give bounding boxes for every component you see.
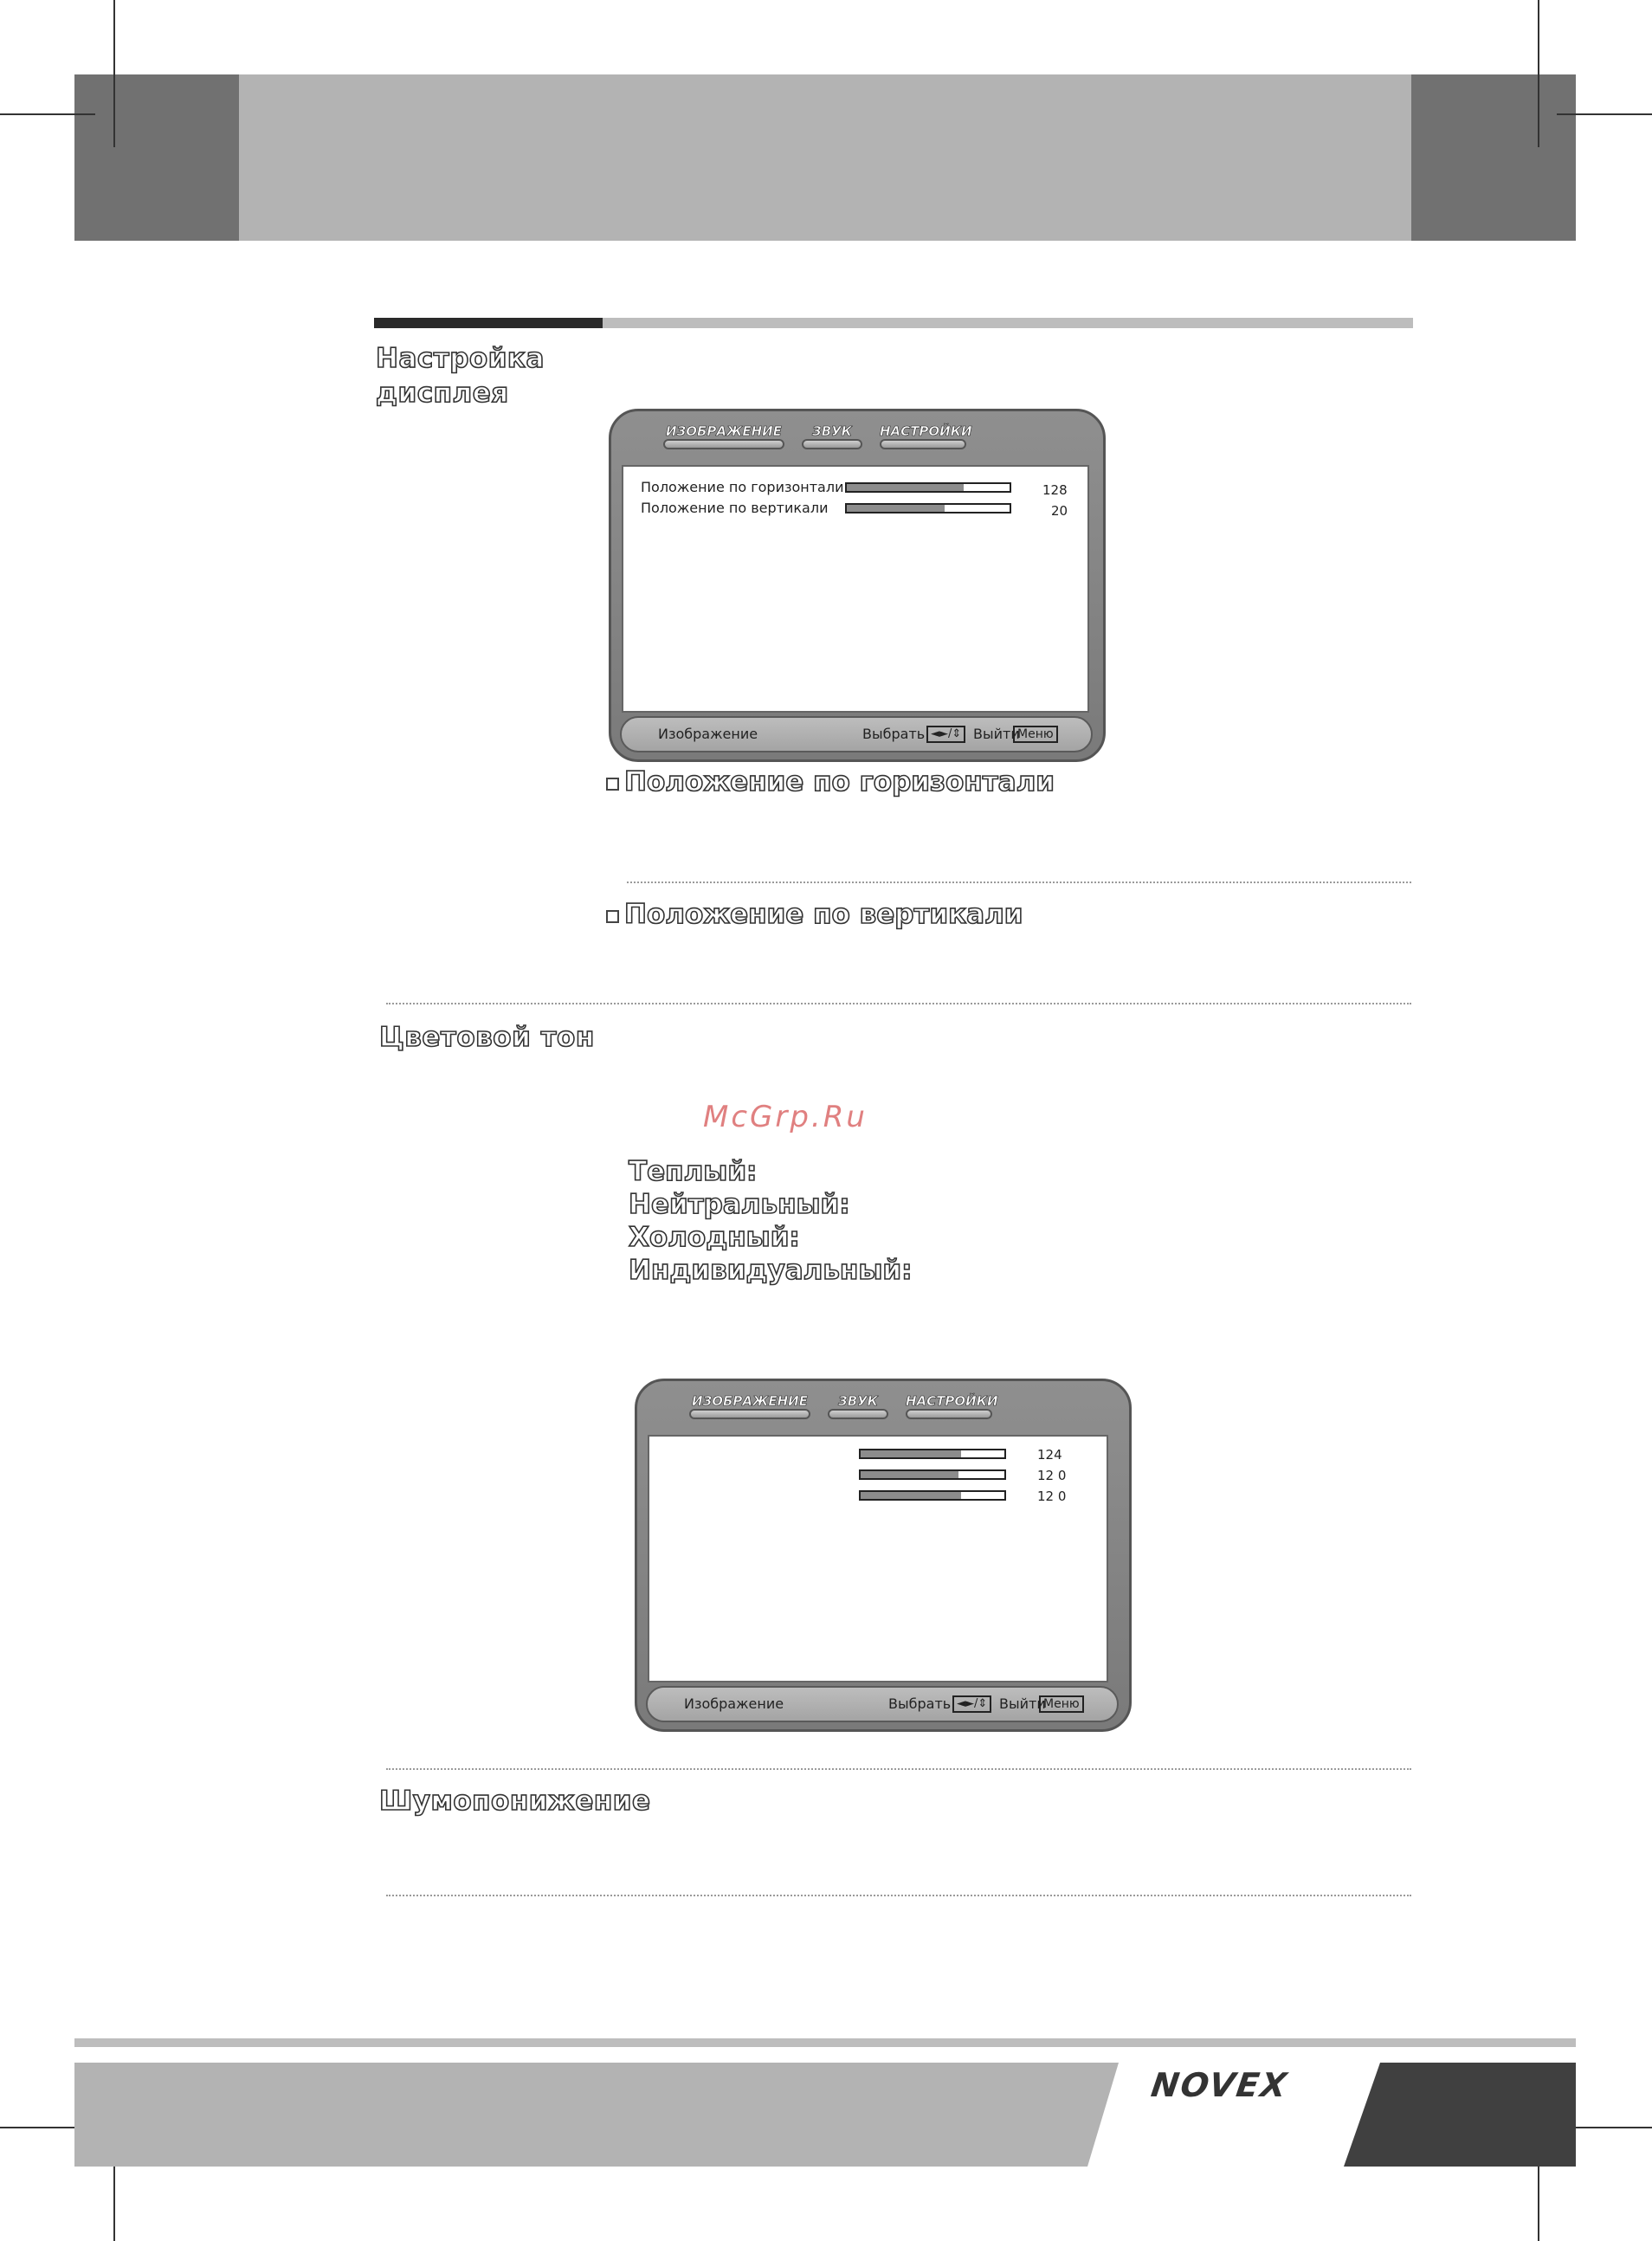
tab-label: НАСТРОЙКИ — [880, 423, 972, 439]
osd-tabs — [689, 1393, 1070, 1419]
tab-pill — [802, 439, 862, 449]
crop-mark — [1557, 113, 1652, 115]
slider-horizontal[interactable] — [845, 482, 1011, 493]
crop-mark — [1538, 0, 1539, 147]
osd-menu-key: Меню — [1039, 1695, 1084, 1713]
tab-sound[interactable] — [828, 1393, 888, 1419]
row-value-horizontal: 128 — [1042, 482, 1068, 498]
tab-label: НАСТРОЙКИ — [906, 1393, 998, 1409]
slider-fill — [861, 1492, 961, 1499]
row-value-blue: 12 0 — [1037, 1489, 1067, 1504]
tab-label: ЗВУК — [812, 423, 852, 439]
bullet-square-icon — [606, 778, 619, 791]
footer-light-shape — [74, 2063, 1119, 2167]
osd-footer-exit: Выйти — [999, 1695, 1046, 1712]
slider-blue[interactable] — [859, 1490, 1006, 1501]
slider-red[interactable] — [859, 1449, 1006, 1459]
bullet-heading-horizontal: Положение по горизонтали — [624, 766, 1055, 798]
crop-mark — [113, 0, 115, 147]
header-band — [239, 74, 1411, 241]
osd-footer-exit: Выйти — [973, 726, 1020, 742]
bullet-heading-vertical: Положение по вертикали — [624, 899, 1023, 930]
osd-menu-position — [609, 409, 1106, 762]
tone-option-neutral: Нейтральный: — [629, 1189, 850, 1220]
row-label-vertical: Положение по вертикали — [641, 500, 829, 516]
row-value-vertical: 20 — [1051, 503, 1068, 519]
tab-sound[interactable] — [802, 423, 862, 449]
row-value-red: 124 — [1037, 1447, 1062, 1463]
tab-settings[interactable] — [906, 1393, 998, 1419]
slider-green[interactable] — [859, 1469, 1006, 1480]
footer-rule — [74, 2038, 1576, 2047]
row-label-horizontal: Положение по горизонтали — [641, 479, 844, 495]
tab-pill — [906, 1409, 992, 1419]
noise-reduction-heading: Шумопонижение — [379, 1786, 651, 1817]
tab-label: ИЗОБРАЖЕНИЕ — [666, 423, 782, 439]
tab-pill — [689, 1409, 810, 1419]
osd-menu-key: Меню — [1013, 726, 1058, 743]
crop-mark — [0, 113, 95, 115]
display-settings-heading — [376, 341, 545, 410]
footer-band — [74, 2063, 1576, 2167]
osd-screen — [622, 465, 1089, 713]
tab-picture[interactable] — [689, 1393, 810, 1419]
osd-footer-title: Изображение — [658, 726, 758, 742]
tab-settings[interactable] — [880, 423, 972, 449]
osd-screen — [648, 1435, 1108, 1682]
osd-arrows-icon: ◄►/⇕ — [926, 726, 965, 743]
tab-pill — [828, 1409, 888, 1419]
osd-arrows-icon: ◄►/⇕ — [952, 1695, 991, 1713]
divider — [386, 1768, 1411, 1770]
osd-footer-select: Выбрать — [888, 1695, 952, 1712]
bullet-square-icon — [606, 910, 619, 923]
tone-option-warm: Теплый: — [629, 1156, 758, 1187]
color-tone-heading: Цветовой тон — [379, 1022, 595, 1053]
osd-menu-color-tone — [635, 1379, 1132, 1732]
osd-footer — [646, 1686, 1119, 1722]
footer-dark-shape — [1344, 2063, 1576, 2167]
slider-fill — [847, 484, 964, 491]
tab-pill — [663, 439, 784, 449]
watermark: McGrp.Ru — [703, 1100, 868, 1134]
section-rule-light — [603, 318, 1413, 328]
tab-label: ЗВУК — [838, 1393, 878, 1409]
header-left-block — [74, 74, 239, 241]
section-rule-dark — [374, 318, 603, 328]
heading-line: дисплея — [376, 378, 509, 409]
osd-footer — [620, 716, 1093, 752]
tone-option-cold: Холодный: — [629, 1222, 800, 1253]
tab-pill — [880, 439, 966, 449]
divider — [627, 882, 1411, 883]
tab-label: ИЗОБРАЖЕНИЕ — [692, 1393, 808, 1409]
divider — [386, 1895, 1411, 1896]
row-value-green: 12 0 — [1037, 1468, 1067, 1483]
header-right-block — [1411, 74, 1576, 241]
slider-fill — [861, 1471, 958, 1478]
slider-vertical[interactable] — [845, 503, 1011, 513]
tab-picture[interactable] — [663, 423, 784, 449]
osd-footer-title: Изображение — [684, 1695, 784, 1712]
osd-tabs — [663, 423, 1044, 449]
divider — [386, 1003, 1411, 1004]
slider-fill — [861, 1450, 961, 1457]
slider-fill — [847, 505, 945, 512]
osd-footer-select: Выбрать — [862, 726, 926, 742]
tone-option-custom: Индивидуальный: — [629, 1255, 913, 1286]
heading-line: Настройка — [376, 343, 545, 374]
brand-logo: NOVEX — [1148, 2066, 1291, 2104]
